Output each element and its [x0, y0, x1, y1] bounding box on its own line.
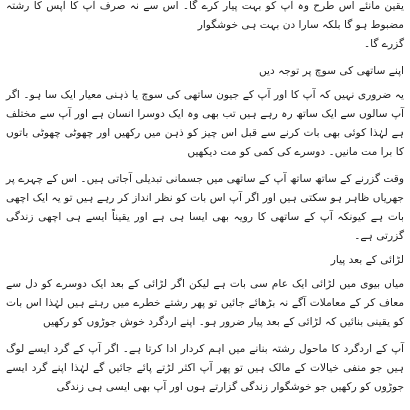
section-body-surroundings: آپ کے اردگرد کا ماحول رشتہ بنانے میں اہم کردار ادا کرتا ہے۔ اگر آپ کے گرد ایسے لوگ ہیں جو منفی خیالات کے مالک ہیں تو پھر آپ اکثر لڑتے پائے جائیں گے لہٰذا اپنے گرد ایسے جوڑوں کو رکھیں جو خوشگوار زندگی گزارتے ہوں اور آپ بھی ایسی ہی زندگی: [6, 343, 404, 393]
intro-line-1: یقین مانئے اس طرح وہ آپ کو بہت پیار کرے گا۔ اس سے نہ صرف آپ کا آپس کا رشتہ مضبوط ہو گا بلکہ سارا دن بہت ہی خوشگوار: [6, 0, 404, 31]
section-body-partner-thinking: یہ ضروری نہیں کہ آپ کا اور آپ کے جیون ساتھی کی سوچ یا ذہنی معیار ایک سا ہو۔ اگر آپ سالوں سے ایک ساتھ رہ رہے ہیں تب بھی وہ ایک دوسرا انسان ہے اور آپ سے مختلف ہے لہٰذا کوئی بھی بات کرنے سے قبل اس چیز کو ذہن میں رکھیں اور چھوٹی چھوٹی باتوں کا برا مت مانیں۔ دوسرے کی کمی کو مت دیکھیں: [6, 89, 404, 158]
section-heading-partner-thinking: اپنے ساتھی کی سوچ پر توجہ دیں: [258, 65, 404, 77]
section-heading-love-after-fight: لڑائی کے بعد پیار: [330, 254, 404, 266]
intro-line-2: گزرے گا۔: [363, 38, 404, 50]
section-body-love-after-fight: میاں بیوی میں لڑائی ایک عام سی بات ہے لیکن اگر لڑائی کے بعد ایک دوسرے کو دل سے معاف کر کے معاملات آگے نہ بڑھائے جائیں تو پھر رشتے خطرے میں رہتے ہیں لہٰذا اس بات کو یقینی بنائیں کہ لڑائی کے بعد پیار ضرور ہو۔ اپنے اردگرد خوش جوڑوں کو رکھیں: [6, 278, 404, 328]
intro-paragraph: [6, 0, 404, 54]
section-body-physical-changes: وقت گزرنے کے ساتھ ساتھ آپ کے ساتھی میں جسمانی تبدیلی آجاتی ہیں۔ اس کے چہرے پر جھریاں ظاہر ہو سکتی ہیں اور اگر آپ اس بات کو نظر انداز کر رہے ہیں تو یہ ایک اچھی بات ہے کیونکہ آپ کے ساتھی کا رویہ بھی ایسا ہی ہے اور یقیناً ایسے ہی اچھی زندگی گزرتی ہے۔: [6, 173, 404, 242]
